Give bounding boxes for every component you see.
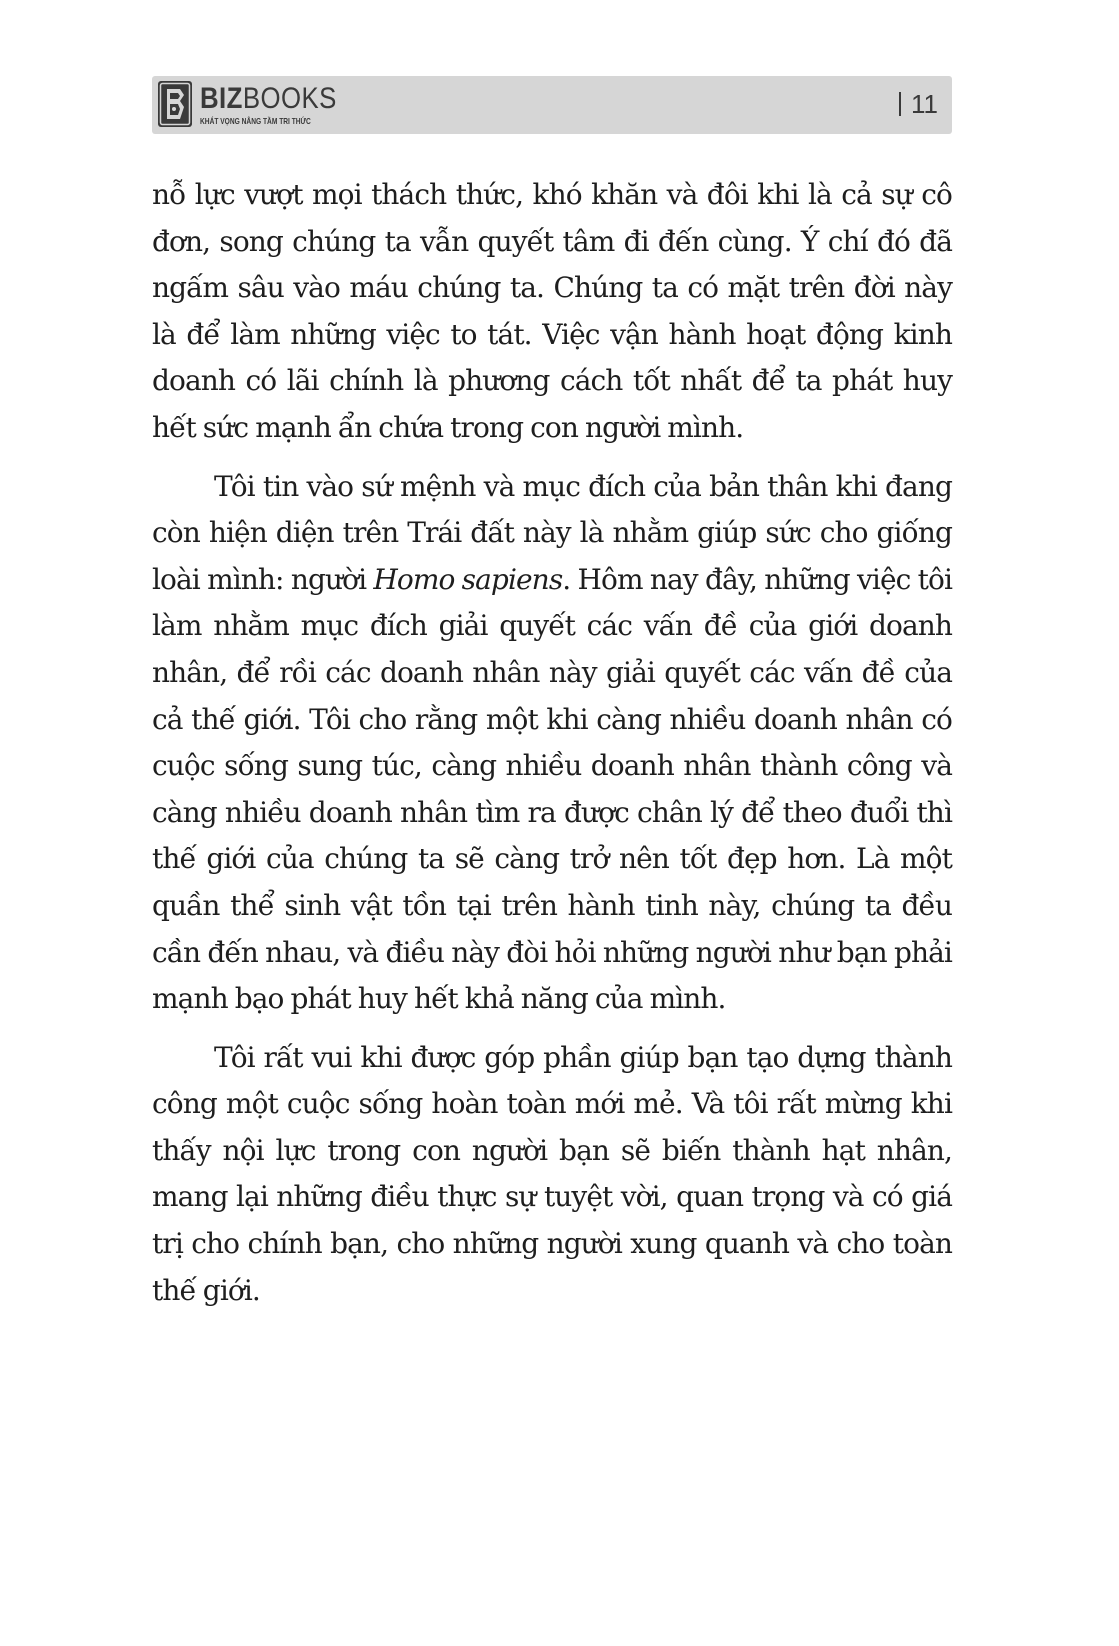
paragraph-2-start: Tôi tin vào sứ mệnh và mục đích của bản thân khi đang còn hiện diện trên Trái đất này là nhằm giúp sức cho giống loài mình: người: [152, 469, 952, 596]
body-text: [152, 172, 952, 1314]
page-number-value: 11: [911, 89, 938, 119]
bizbooks-logo-icon: [158, 81, 192, 127]
brand-name-light: BOOKS: [242, 82, 337, 115]
paragraph-1: nỗ lực vượt mọi thách thức, khó khăn và đôi khi là cả sự cô đơn, song chúng ta vẫn quyết tâm đi đến cùng. Ý chí đó đã ngấm sâu vào máu chúng ta. Chúng ta có mặt trên đời này là để làm những việc to tát. Việc vận hành hoạt động kinh doanh có lãi chính là phương cách tốt nhất để ta phát huy hết sức mạnh ẩn chứa trong con người mình.: [152, 178, 952, 444]
page-number-divider: [899, 92, 901, 116]
brand-name-bold: BIZ: [200, 82, 243, 115]
paragraph-3: Tôi rất vui khi được góp phần giúp bạn tạo dựng thành công một cuộc sống hoàn toàn mới mẻ. Và tôi rất mừng khi thấy nội lực trong con người bạn sẽ biến thành hạt nhân, mang lại những điều thực sự tuyệt vời, quan trọng và có giá trị cho chính bạn, cho những người xung quanh và cho toàn thế giới.: [152, 1040, 952, 1307]
paragraph-2: [152, 464, 952, 1023]
paragraph-2-end: . Hôm nay đây, những việc tôi làm nhằm mục đích giải quyết các vấn đề của giới doanh nhân, để rồi các doanh nhân này giải quyết các vấn đề của cả thế giới. Tôi cho rằng một khi càng nhiều doanh nhân có cuộc sống sung túc, càng nhiều doanh nhân thành công và càng nhiều doanh nhân tìm ra được chân lý để theo đuổi thì thế giới của chúng ta sẽ càng trở nên tốt đẹp hơn. Là một quần thể sinh vật tồn tại trên hành tinh này, chúng ta đều cần đến nhau, và điều này đòi hỏi những người như bạn phải mạnh bạo phát huy hết khả năng của mình.: [152, 562, 953, 1016]
page-header: [152, 76, 952, 134]
page-number: [899, 89, 938, 119]
brand-tagline: KHÁT VỌNG NÂNG TẦM TRI THỨC: [200, 116, 311, 126]
paragraph-2-italic: Homo sapiens: [373, 562, 563, 596]
brand-name: [200, 84, 337, 114]
